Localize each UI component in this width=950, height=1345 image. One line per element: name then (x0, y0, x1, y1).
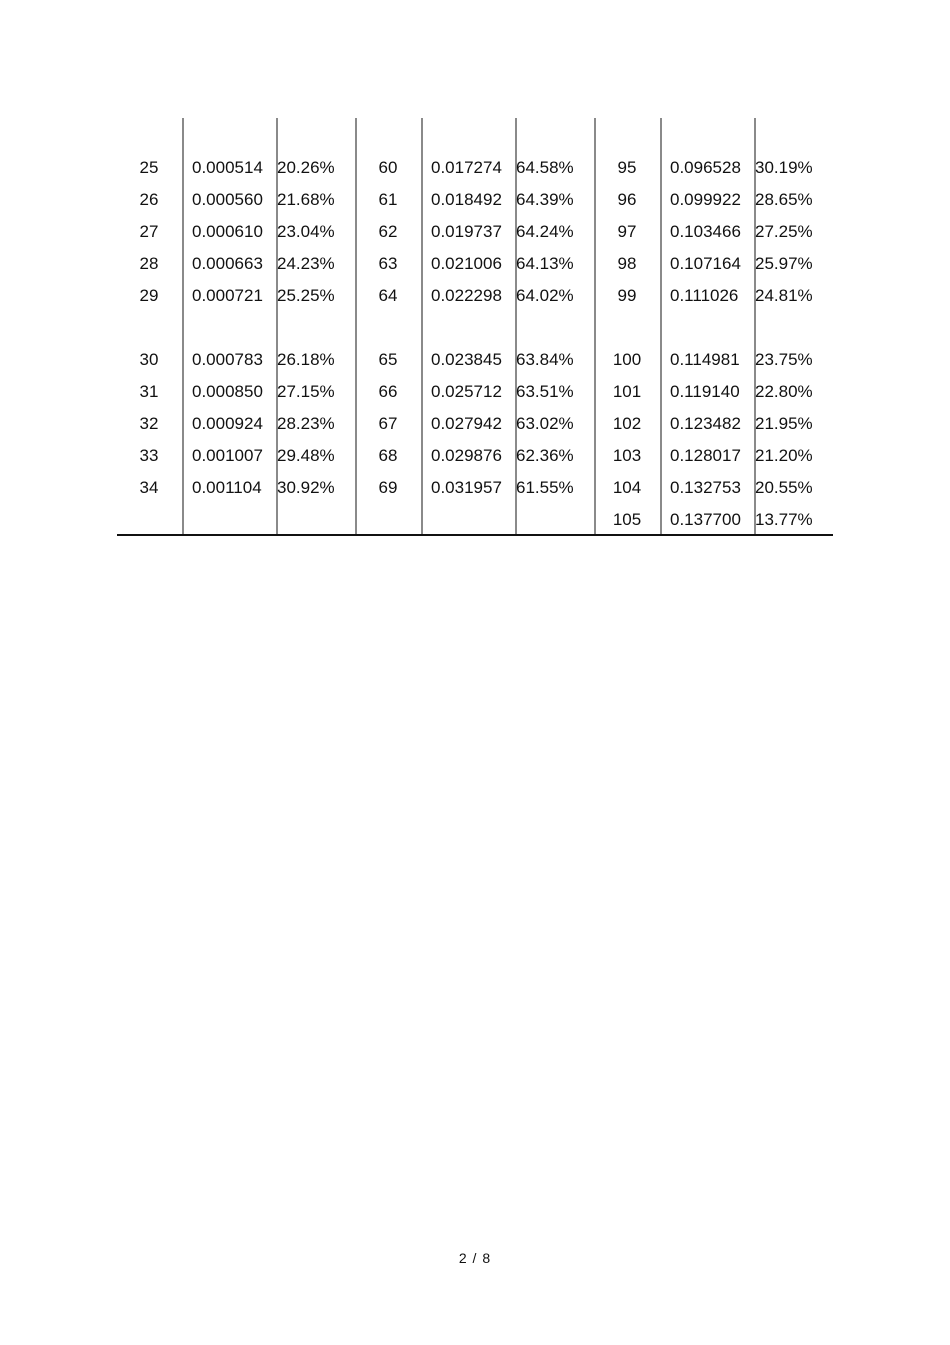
age-cell: 97 (617, 222, 637, 241)
percent-cell: 64.24% (516, 222, 574, 241)
percent-cell: 25.25% (277, 286, 335, 305)
age-cell: 64 (378, 286, 398, 305)
percent-cell: 21.68% (277, 190, 335, 209)
percent-cell: 21.95% (755, 414, 813, 433)
age-cell: 100 (612, 350, 642, 369)
page-number: 2 / 8 (458, 1250, 492, 1266)
rate-cell: 0.123482 (670, 414, 741, 433)
age-cell: 62 (378, 222, 398, 241)
age-cell: 60 (378, 158, 398, 177)
percent-cell: 24.23% (277, 254, 335, 273)
age-cell: 98 (617, 254, 637, 273)
age-cell: 95 (617, 158, 637, 177)
percent-cell: 20.55% (755, 478, 813, 497)
age-cell: 66 (378, 382, 398, 401)
column-divider (355, 118, 357, 534)
rate-cell: 0.000663 (192, 254, 263, 273)
percent-cell: 20.26% (277, 158, 335, 177)
age-cell: 104 (612, 478, 642, 497)
rate-cell: 0.018492 (431, 190, 502, 209)
age-cell: 65 (378, 350, 398, 369)
age-cell: 32 (139, 414, 159, 433)
percent-cell: 63.02% (516, 414, 574, 433)
column-divider (515, 118, 517, 534)
column-divider (594, 118, 596, 534)
rate-cell: 0.017274 (431, 158, 502, 177)
rate-cell: 0.128017 (670, 446, 741, 465)
percent-cell: 26.18% (277, 350, 335, 369)
age-cell: 30 (139, 350, 159, 369)
age-cell: 27 (139, 222, 159, 241)
age-cell: 101 (612, 382, 642, 401)
rate-cell: 0.025712 (431, 382, 502, 401)
percent-cell: 30.92% (277, 478, 335, 497)
age-cell: 61 (378, 190, 398, 209)
percent-cell: 28.65% (755, 190, 813, 209)
age-cell: 25 (139, 158, 159, 177)
rate-cell: 0.000560 (192, 190, 263, 209)
age-cell: 26 (139, 190, 159, 209)
rate-cell: 0.019737 (431, 222, 502, 241)
percent-cell: 23.75% (755, 350, 813, 369)
rate-cell: 0.114981 (670, 350, 740, 369)
percent-cell: 64.02% (516, 286, 574, 305)
age-cell: 67 (378, 414, 398, 433)
percent-cell: 22.80% (755, 382, 813, 401)
rate-cell: 0.099922 (670, 190, 741, 209)
rate-cell: 0.027942 (431, 414, 502, 433)
rate-cell: 0.000514 (192, 158, 263, 177)
age-cell: 68 (378, 446, 398, 465)
rate-cell: 0.000924 (192, 414, 263, 433)
rate-cell: 0.137700 (670, 510, 741, 529)
age-cell: 63 (378, 254, 398, 273)
column-divider (182, 118, 184, 534)
rate-cell: 0.132753 (670, 478, 741, 497)
rate-cell: 0.021006 (431, 254, 502, 273)
percent-cell: 64.13% (516, 254, 574, 273)
table-bottom-rule (117, 534, 833, 536)
percent-cell: 27.25% (755, 222, 813, 241)
age-cell: 96 (617, 190, 637, 209)
percent-cell: 62.36% (516, 446, 574, 465)
rate-cell: 0.001104 (192, 478, 262, 497)
age-cell: 28 (139, 254, 159, 273)
age-cell: 33 (139, 446, 159, 465)
age-cell: 99 (617, 286, 637, 305)
percent-cell: 63.51% (516, 382, 574, 401)
rate-cell: 0.000850 (192, 382, 263, 401)
column-divider (754, 118, 756, 534)
rate-cell: 0.029876 (431, 446, 502, 465)
rate-cell: 0.031957 (431, 478, 502, 497)
age-cell: 105 (612, 510, 642, 529)
rate-cell: 0.119140 (670, 382, 740, 401)
age-cell: 69 (378, 478, 398, 497)
percent-cell: 64.58% (516, 158, 574, 177)
percent-cell: 61.55% (516, 478, 574, 497)
rate-cell: 0.023845 (431, 350, 502, 369)
rate-cell: 0.103466 (670, 222, 741, 241)
percent-cell: 29.48% (277, 446, 335, 465)
rate-cell: 0.111026 (670, 286, 739, 305)
column-divider (276, 118, 278, 534)
rate-cell: 0.096528 (670, 158, 741, 177)
percent-cell: 24.81% (755, 286, 813, 305)
percent-cell: 25.97% (755, 254, 813, 273)
percent-cell: 28.23% (277, 414, 335, 433)
age-cell: 103 (612, 446, 642, 465)
rate-table (117, 118, 833, 536)
rate-cell: 0.001007 (192, 446, 263, 465)
rate-cell: 0.000721 (192, 286, 263, 305)
age-cell: 34 (139, 478, 159, 497)
percent-cell: 13.77% (755, 510, 813, 529)
age-cell: 102 (612, 414, 642, 433)
rate-cell: 0.107164 (670, 254, 741, 273)
percent-cell: 64.39% (516, 190, 574, 209)
column-divider (421, 118, 423, 534)
rate-cell: 0.000610 (192, 222, 263, 241)
rate-cell: 0.000783 (192, 350, 263, 369)
percent-cell: 23.04% (277, 222, 335, 241)
age-cell: 31 (139, 382, 159, 401)
percent-cell: 21.20% (755, 446, 813, 465)
age-cell: 29 (139, 286, 159, 305)
percent-cell: 30.19% (755, 158, 813, 177)
percent-cell: 27.15% (277, 382, 335, 401)
percent-cell: 63.84% (516, 350, 574, 369)
rate-cell: 0.022298 (431, 286, 502, 305)
column-divider (660, 118, 662, 534)
